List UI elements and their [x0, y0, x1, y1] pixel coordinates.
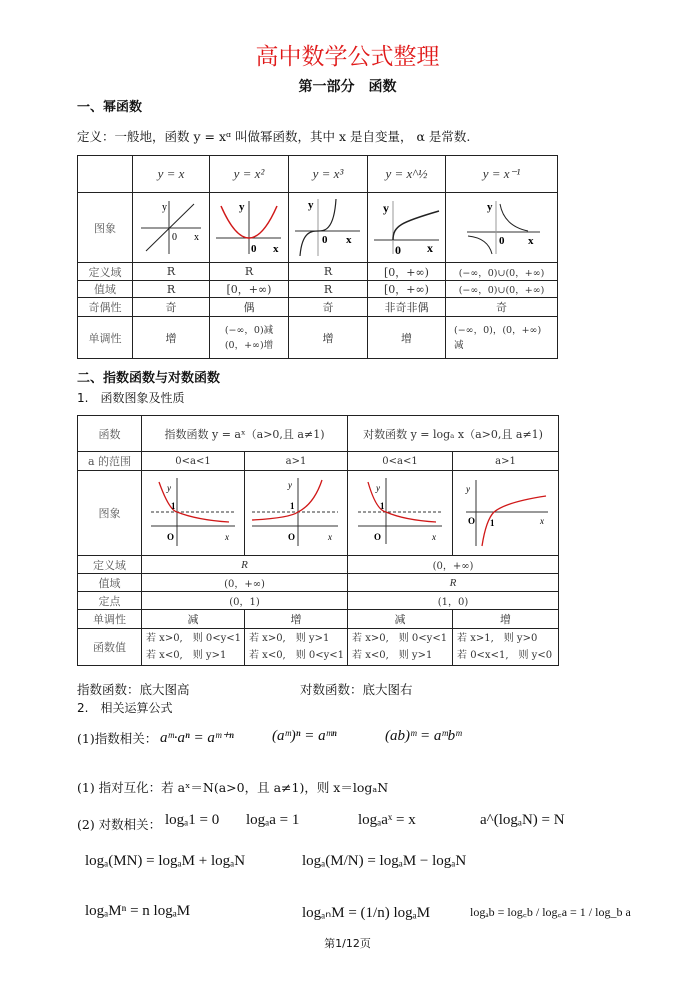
- table-row: [78, 263, 558, 281]
- header-cell: y = x²: [210, 156, 289, 193]
- table-row: [78, 281, 558, 298]
- cell: R: [289, 281, 368, 298]
- table-row: [78, 298, 558, 317]
- formula: logₐMⁿ = n logₐM: [85, 903, 191, 919]
- svg-text:x: x: [225, 531, 229, 542]
- cell: (−∞，0)∪(0，+∞): [446, 281, 558, 298]
- row-label: 图象: [78, 193, 133, 263]
- svg-text:0: 0: [498, 235, 504, 247]
- part-heading: 第一部分 函数: [298, 79, 397, 95]
- cell: R: [142, 556, 348, 574]
- cell: 若 x>0, 则 y>1 若 x<0, 则 0<y<1: [245, 629, 348, 666]
- svg-text:1: 1: [380, 500, 385, 511]
- svg-text:1: 1: [489, 517, 495, 528]
- svg-text:y: y: [382, 201, 389, 215]
- header-cell: y = x: [133, 156, 210, 193]
- table-row: [78, 574, 559, 592]
- formula: logₐₙM = (1/n) logₐM: [302, 905, 431, 921]
- table-row: [78, 556, 559, 574]
- cell: (−∞，0)减 (0，+∞)增: [210, 317, 289, 359]
- header-cell: [78, 156, 133, 193]
- table-row: [78, 156, 558, 193]
- svg-text:x: x: [539, 515, 544, 526]
- cell: R: [133, 281, 210, 298]
- svg-text:x: x: [273, 243, 279, 255]
- row-label: 定点: [78, 592, 142, 610]
- cell: R: [210, 263, 289, 281]
- cell: 0<a<1: [348, 452, 453, 471]
- formula-label-log: (2) 对数相关：: [77, 817, 162, 832]
- svg-text:x: x: [426, 241, 433, 255]
- graph-y-inverse-x: [446, 193, 558, 263]
- row-label: 定义域: [78, 263, 133, 281]
- table-row: [78, 592, 559, 610]
- table-row: [78, 471, 559, 556]
- formula: logₐb = log꜀b / log꜀a = 1 / log_b a: [470, 905, 631, 919]
- cell: 增: [133, 317, 210, 359]
- svg-text:y: y: [288, 479, 292, 490]
- cell: R: [133, 263, 210, 281]
- formula: aᵐ·aⁿ = aᵐ⁺ⁿ: [160, 730, 234, 746]
- cell: (0，1): [142, 592, 348, 610]
- svg-text:0: 0: [172, 232, 177, 243]
- svg-text:0: 0: [251, 243, 257, 255]
- cell: 偶: [210, 298, 289, 317]
- formula: a^(logₐN) = N: [480, 812, 565, 828]
- graph-y-x: [133, 193, 210, 263]
- svg-text:x: x: [194, 232, 199, 243]
- formula: (ab)ᵐ = aᵐbᵐ: [385, 728, 462, 744]
- section-heading-exp-log: 二、指数函数与对数函数: [77, 371, 221, 386]
- note-log: 对数函数：底大图右: [300, 682, 413, 697]
- row-label: 奇偶性: [78, 298, 133, 317]
- svg-text:x: x: [527, 235, 533, 247]
- svg-text:1: 1: [171, 500, 176, 511]
- cell: 增: [245, 610, 348, 629]
- row-label: 函数: [78, 416, 142, 452]
- row-label: 图象: [78, 471, 142, 556]
- formula: logₐaˣ = x: [358, 812, 416, 828]
- svg-text:O: O: [167, 531, 175, 542]
- cell: 增: [453, 610, 559, 629]
- cell: 奇: [133, 298, 210, 317]
- svg-text:0: 0: [394, 243, 401, 256]
- graph-log-decreasing: [348, 471, 453, 556]
- table-row: [78, 452, 559, 471]
- svg-text:y: y: [239, 201, 245, 213]
- graph-y-x3: [289, 193, 368, 263]
- cell: 增: [368, 317, 446, 359]
- exp-log-table: [77, 415, 559, 666]
- note-exp: 指数函数：底大图高: [77, 682, 190, 697]
- subsection-formulas: 2. 相关运算公式: [77, 701, 173, 715]
- cell: 奇: [446, 298, 558, 317]
- row-label: 值域: [78, 574, 142, 592]
- table-row: [78, 610, 559, 629]
- table-row: [78, 317, 558, 359]
- row-label: 定义域: [78, 556, 142, 574]
- cell: (−∞，0)，(0，+∞) 减: [446, 317, 558, 359]
- formula: (aᵐ)ⁿ = aᵐⁿ: [272, 728, 337, 744]
- cell: R: [348, 574, 559, 592]
- cell: 非奇非偶: [368, 298, 446, 317]
- subsection-graphs: 1. 函数图象及性质: [77, 391, 185, 405]
- svg-text:y: y: [376, 482, 381, 493]
- row-label: 单调性: [78, 317, 133, 359]
- formula-label-exp: (1)指数相关：: [77, 731, 158, 746]
- cell: [0，+∞): [210, 281, 289, 298]
- table-row: [78, 416, 559, 452]
- header-cell: y = x⁻¹: [446, 156, 558, 193]
- table-row: [78, 193, 558, 263]
- power-definition: 定义：一般地，函数 y = xᵅ 叫做幂函数，其中 x 是自变量， α 是常数.: [77, 129, 471, 144]
- cell: [0，+∞): [368, 281, 446, 298]
- header-cell: 指数函数 y = aˣ（a>0,且 a≠1): [142, 416, 348, 452]
- graph-y-x2: [210, 193, 289, 263]
- cell: 0<a<1: [142, 452, 245, 471]
- cell: 奇: [289, 298, 368, 317]
- page-number: 第1/12页: [324, 937, 371, 950]
- svg-text:x: x: [432, 531, 437, 542]
- svg-text:y: y: [465, 483, 470, 494]
- cell: 若 x>0, 则 0<y<1 若 x<0, 则 y>1: [348, 629, 453, 666]
- svg-text:O: O: [288, 531, 296, 542]
- formula: logₐ(M/N) = logₐM − logₐN: [302, 853, 467, 869]
- formula-exp-log-conversion: (1) 指对互化：若 aˣ＝N(a>0，且 a≠1)，则 x＝logₐN: [77, 780, 389, 795]
- cell: 减: [348, 610, 453, 629]
- svg-text:O: O: [467, 515, 475, 526]
- svg-text:x: x: [328, 531, 332, 542]
- cell: a>1: [453, 452, 559, 471]
- power-function-table: [77, 155, 558, 359]
- cell: (1，0): [348, 592, 559, 610]
- page-title: 高中数学公式整理: [255, 44, 440, 70]
- graph-y-sqrt-x: [368, 193, 446, 263]
- cell: 若 x>1, 则 y>0 若 0<x<1, 则 y<0: [453, 629, 559, 666]
- svg-text:1: 1: [290, 500, 295, 511]
- cell: (0，+∞): [142, 574, 348, 592]
- cell: 若 x>0, 则 0<y<1 若 x<0, 则 y>1: [142, 629, 245, 666]
- svg-text:O: O: [374, 531, 382, 542]
- svg-text:y: y: [308, 199, 314, 211]
- svg-text:0: 0: [322, 234, 328, 246]
- header-cell: y = x³: [289, 156, 368, 193]
- formula: logₐa = 1: [246, 812, 300, 828]
- row-label: 函数值: [78, 629, 142, 666]
- cell: (0，+∞): [348, 556, 559, 574]
- svg-text:y: y: [167, 482, 171, 493]
- table-row: [78, 629, 559, 666]
- header-cell: 对数函数 y = logₐ x（a>0,且 a≠1): [348, 416, 559, 452]
- svg-text:y: y: [486, 201, 492, 213]
- svg-text:y: y: [162, 202, 167, 213]
- cell: [0，+∞): [368, 263, 446, 281]
- graph-log-increasing: [453, 471, 559, 556]
- svg-text:x: x: [346, 234, 352, 246]
- cell: (−∞，0)∪(0，+∞): [446, 263, 558, 281]
- graph-exp-decreasing: [142, 471, 245, 556]
- row-label: 单调性: [78, 610, 142, 629]
- cell: 减: [142, 610, 245, 629]
- row-label: a 的范围: [78, 452, 142, 471]
- row-label: 值域: [78, 281, 133, 298]
- formula: logₐ1 = 0: [165, 812, 220, 828]
- graph-exp-increasing: [245, 471, 348, 556]
- cell: 增: [289, 317, 368, 359]
- cell: a>1: [245, 452, 348, 471]
- header-cell: y = x^½: [368, 156, 446, 193]
- section-heading-power: 一、幂函数: [77, 100, 143, 115]
- cell: R: [289, 263, 368, 281]
- formula: logₐ(MN) = logₐM + logₐN: [85, 853, 246, 869]
